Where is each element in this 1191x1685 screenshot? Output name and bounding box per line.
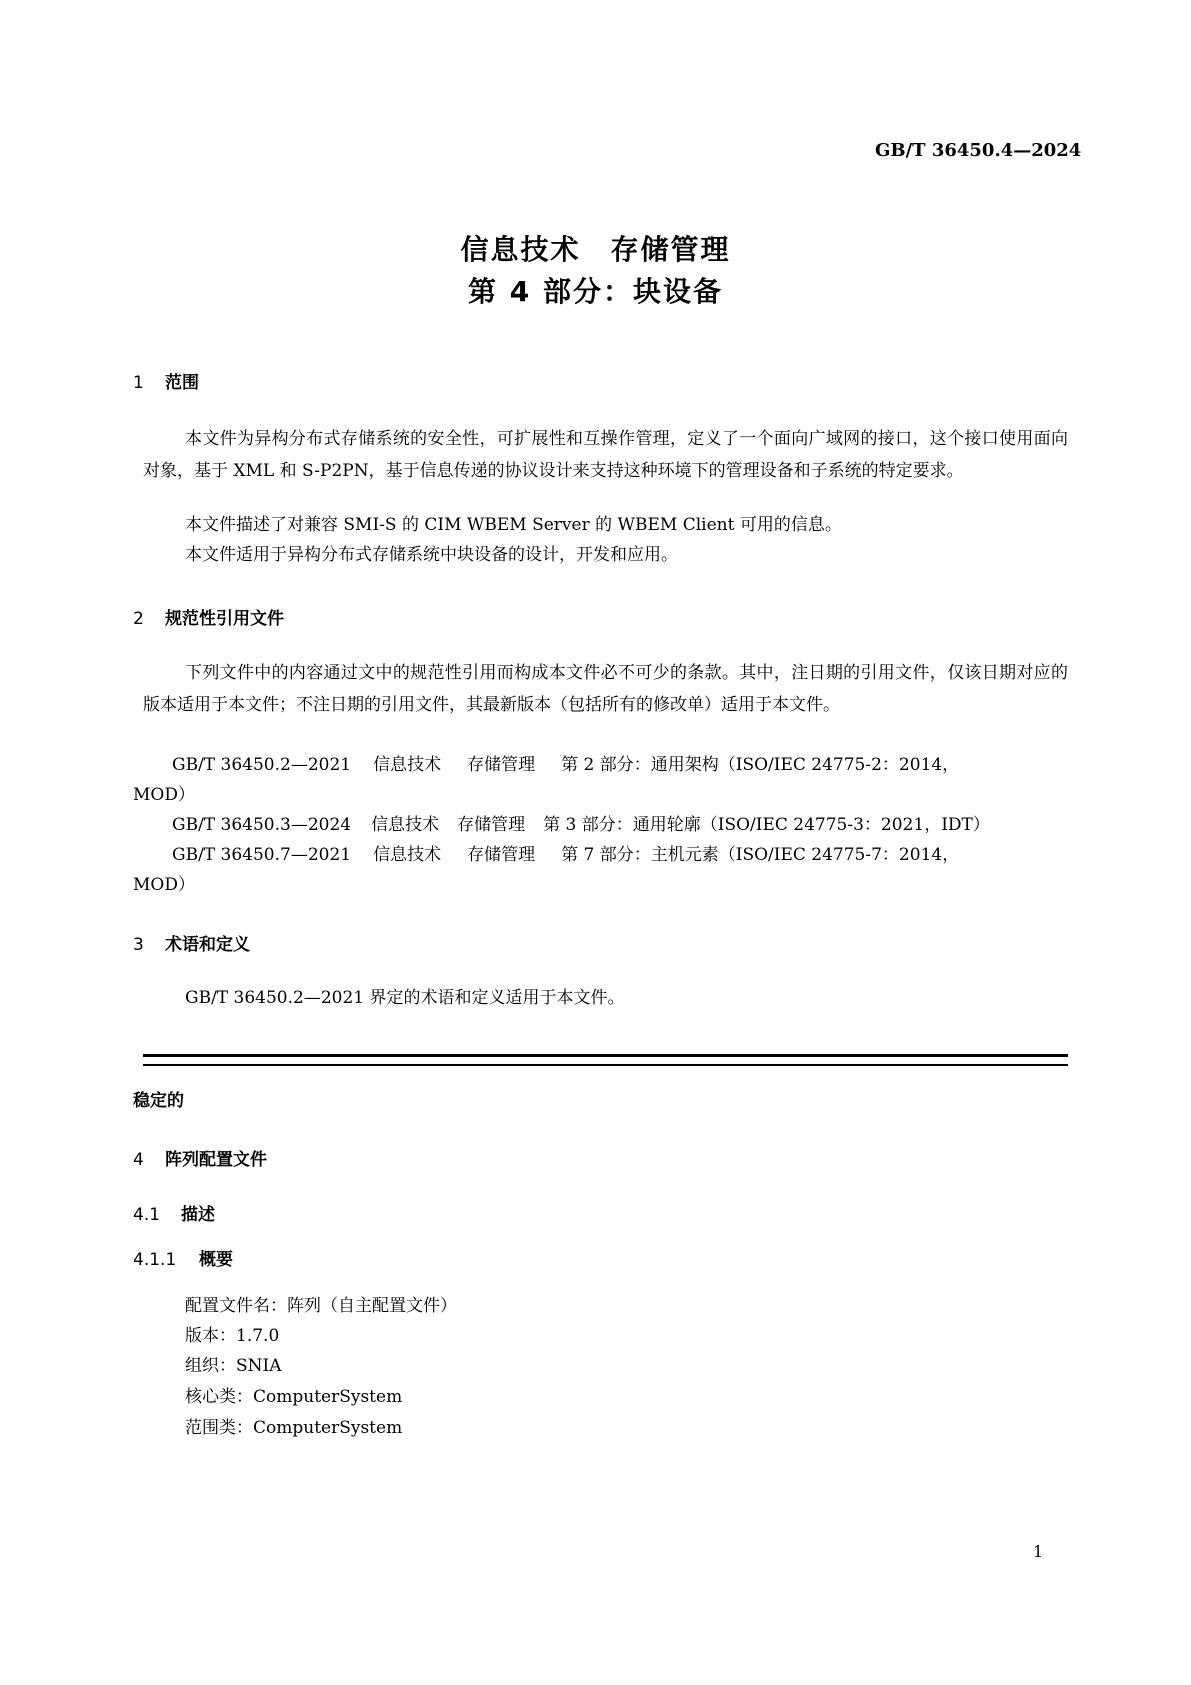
section-3-heading bbox=[133, 930, 250, 955]
reference-code: GB/T 36450.3—2024 bbox=[172, 815, 352, 835]
section-title: 规范性引用文件 bbox=[165, 609, 284, 629]
section-number: 3 bbox=[133, 935, 144, 955]
document-subtitle: 第 4 部分：块设备 bbox=[468, 275, 723, 308]
section-title: 概要 bbox=[199, 1250, 233, 1270]
reference-continuation: MOD） bbox=[133, 785, 195, 805]
scope-paragraph-3: 本文件适用于异构分布式存储系统中块设备的设计，开发和应用。 bbox=[185, 545, 678, 565]
profile-line: 核心类：ComputerSystem bbox=[185, 1387, 403, 1407]
separator-rule bbox=[143, 1064, 1068, 1066]
section-title: 范围 bbox=[165, 373, 199, 393]
profile-line: 范围类：ComputerSystem bbox=[185, 1418, 403, 1438]
document-title: 信息技术 存储管理 bbox=[460, 233, 731, 266]
normative-intro-paragraph: 下列文件中的内容通过文中的规范性引用而构成本文件必不可少的条款。其中，注日期的引用文件，仅该日期对应的版本适用于本文件；不注日期的引用文件，其最新版本（包括所有的修改单）适用于本文件。 bbox=[143, 663, 1068, 715]
page-number: 1 bbox=[1033, 1542, 1044, 1561]
reference-code: GB/T 36450.2—2021 bbox=[172, 755, 352, 775]
reference-title-part: 第 3 部分：通用轮廓（ISO/IEC 24775-3：2021，IDT） bbox=[543, 815, 990, 835]
profile-line: 组织：SNIA bbox=[185, 1356, 282, 1376]
section-number: 4.1.1 bbox=[133, 1250, 177, 1270]
section-number: 4 bbox=[133, 1150, 144, 1170]
reference-title-part: 第 7 部分：主机元素（ISO/IEC 24775-7：2014， bbox=[561, 845, 960, 865]
reference-title-part: 信息技术 bbox=[373, 845, 442, 865]
reference-item bbox=[172, 810, 990, 835]
reference-item bbox=[172, 750, 959, 775]
reference-title-part: 信息技术 bbox=[373, 755, 442, 775]
section-title: 描述 bbox=[181, 1205, 215, 1225]
section-number: 4.1 bbox=[133, 1205, 161, 1225]
terms-paragraph: GB/T 36450.2—2021 界定的术语和定义适用于本文件。 bbox=[185, 988, 625, 1008]
reference-title-part: 存储管理 bbox=[467, 845, 536, 865]
reference-title-part: 存储管理 bbox=[457, 815, 526, 835]
section-4-1-1-heading bbox=[133, 1245, 233, 1270]
reference-item bbox=[172, 840, 959, 865]
section-2-heading bbox=[133, 604, 284, 629]
reference-code: GB/T 36450.7—2021 bbox=[172, 845, 352, 865]
section-title: 阵列配置文件 bbox=[165, 1150, 267, 1170]
reference-title-part: 存储管理 bbox=[467, 755, 536, 775]
scope-paragraph-2: 本文件描述了对兼容 SMI-S 的 CIM WBEM Server 的 WBEM Client 可用的信息。 bbox=[185, 515, 842, 535]
reference-continuation: MOD） bbox=[133, 875, 195, 895]
profile-line: 配置文件名：阵列（自主配置文件） bbox=[185, 1296, 457, 1316]
scope-paragraph-1: 本文件为异构分布式存储系统的安全性，可扩展性和互操作管理，定义了一个面向广域网的接口，这个接口使用面向对象，基于 XML 和 S-P2PN，基于信息传递的协议设计来支持这种环境下的管理设备和子系统的特定要求。 bbox=[143, 429, 1068, 481]
profile-line: 版本：1.7.0 bbox=[185, 1326, 280, 1346]
section-4-heading bbox=[133, 1145, 267, 1170]
section-4-1-heading bbox=[133, 1200, 215, 1225]
reference-title-part: 第 2 部分：通用架构（ISO/IEC 24775-2：2014， bbox=[561, 755, 960, 775]
section-number: 2 bbox=[133, 609, 144, 629]
stable-label: 稳定的 bbox=[133, 1091, 184, 1111]
standard-code: GB/T 36450.4—2024 bbox=[875, 140, 1082, 161]
reference-title-part: 信息技术 bbox=[371, 815, 440, 835]
section-1-heading bbox=[133, 368, 199, 393]
separator-rule bbox=[143, 1054, 1068, 1057]
section-number: 1 bbox=[133, 373, 144, 393]
section-title: 术语和定义 bbox=[165, 935, 250, 955]
